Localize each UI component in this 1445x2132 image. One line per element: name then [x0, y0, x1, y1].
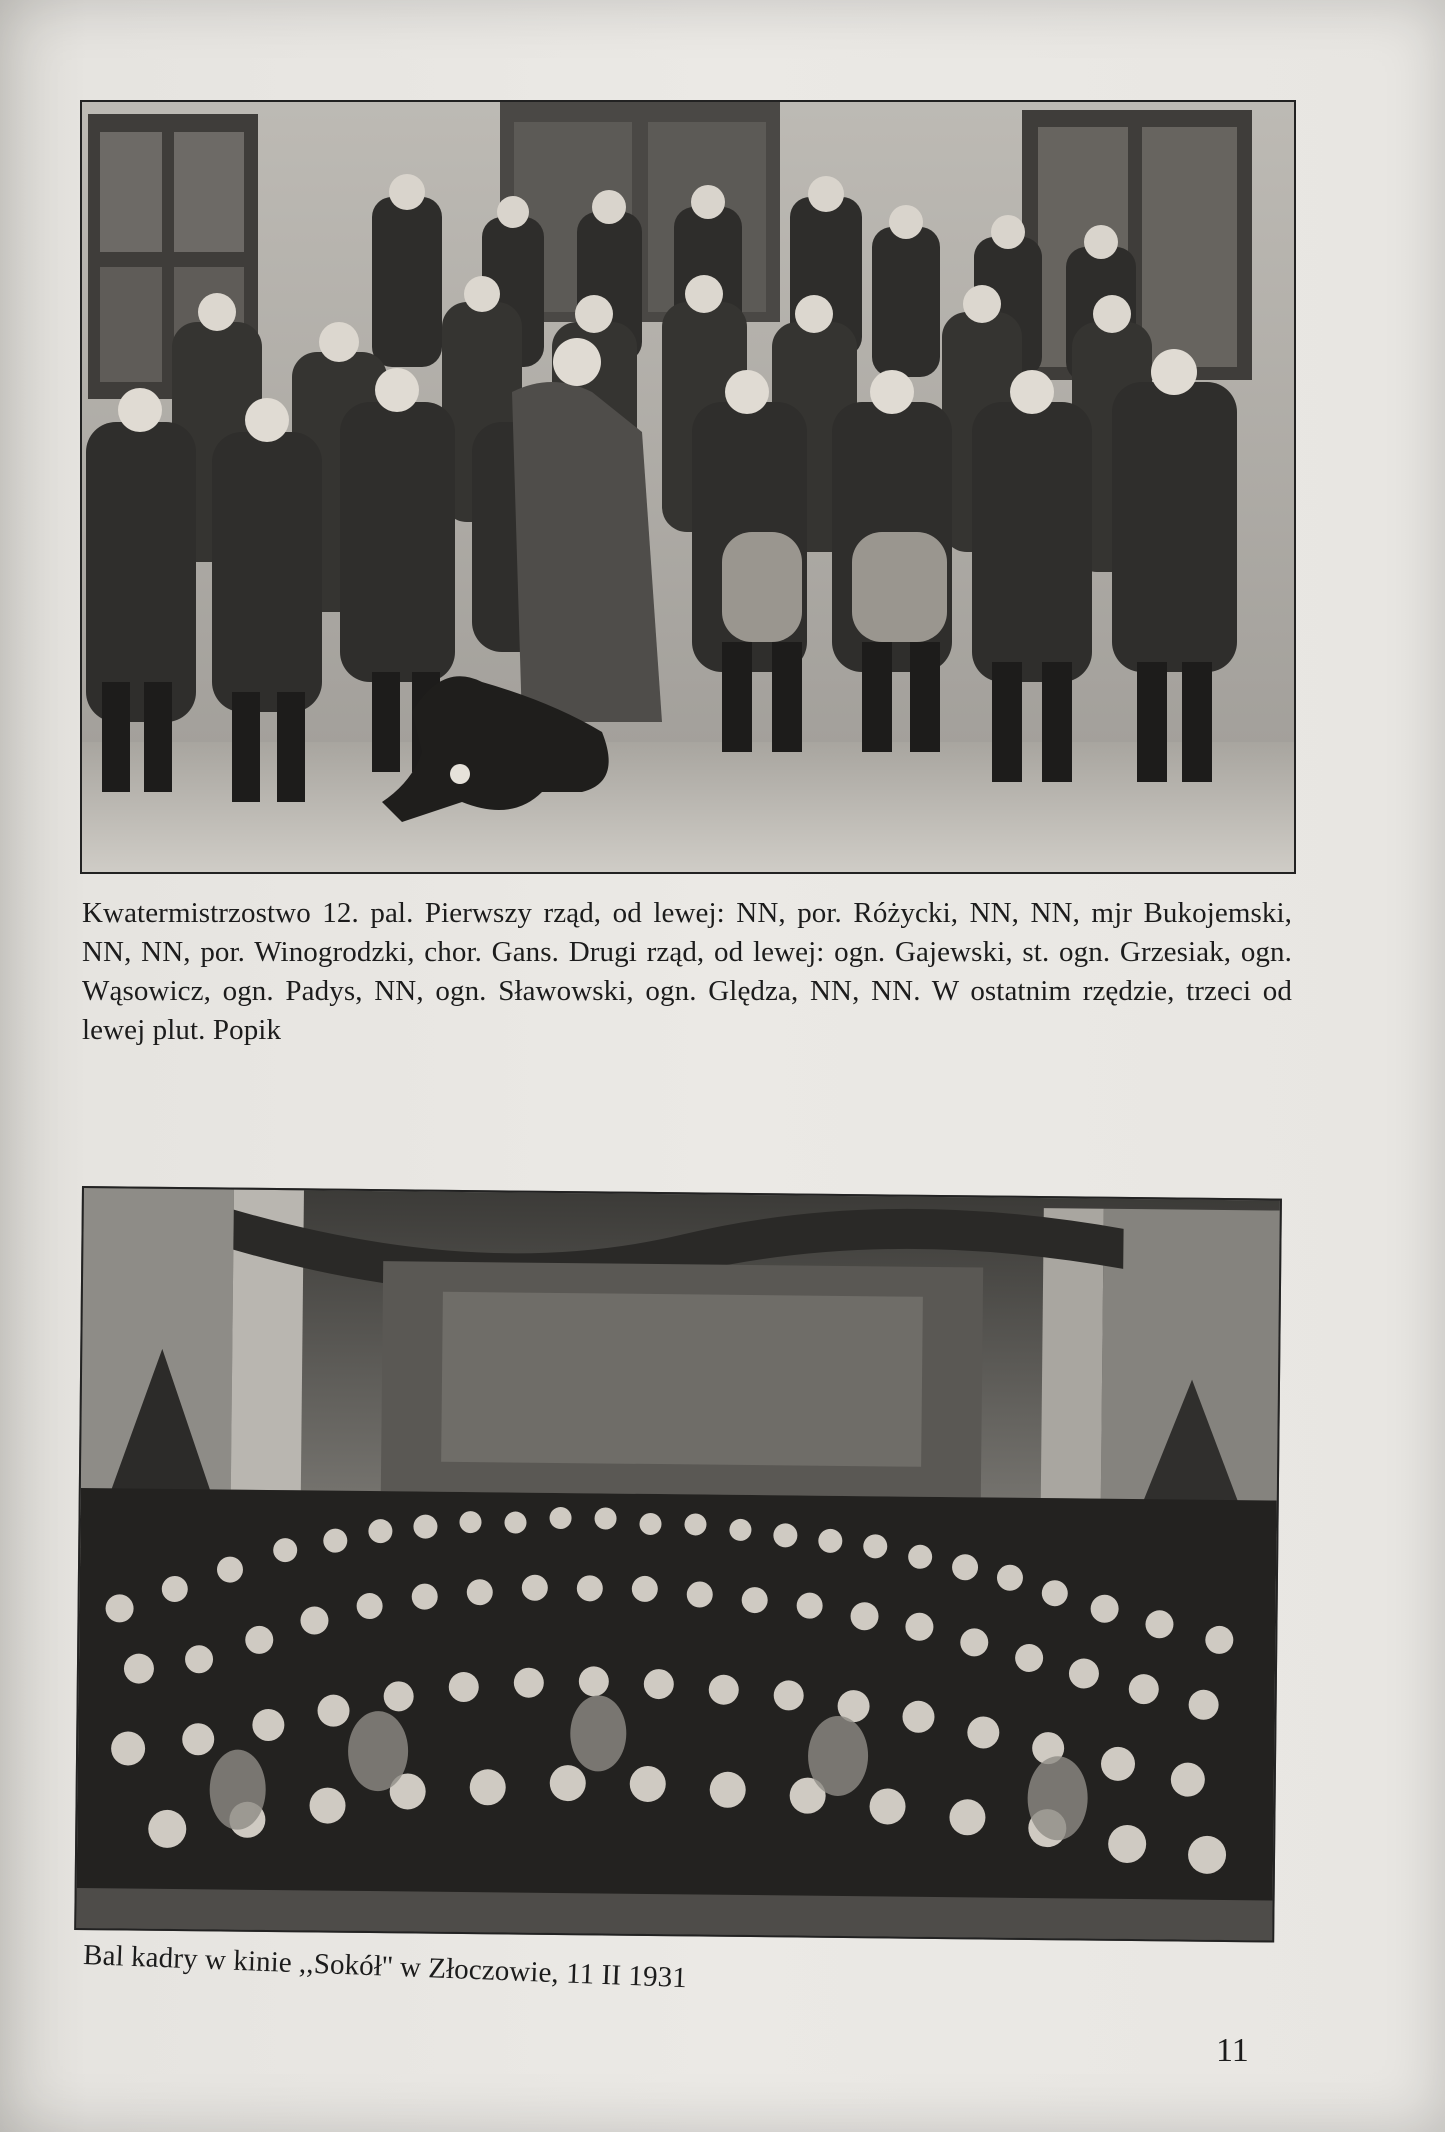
ball-photo-caption: Bal kadry w kinie ,,Sokół'' w Złoczowie, 11 II 1931 — [82, 1938, 688, 1995]
officers-photo-caption: Kwatermistrzostwo 12. pal. Pierwszy rząd, od lewej: NN, por. Różycki, NN, NN, mjr Bukojemski, NN, NN, por. Winogrodzki, chor. Gans. Drugi rząd, od lewej: ogn. Gajewski, st. ogn. Grzesiak, ogn. Wąsowicz, ogn. Padys, NN, ogn. Sławowski, ogn. Ględza, NN, NN. W ostatnim rzędzie, trzeci od lewej plut. Popik — [82, 897, 1292, 1046]
ball-photo-illustration — [76, 1188, 1280, 1940]
page-number: 11 — [1216, 2032, 1249, 2069]
officers-group-photo — [80, 100, 1296, 874]
ball-crowd-photo — [74, 1186, 1282, 1943]
officers-photo-illustration — [82, 102, 1294, 872]
